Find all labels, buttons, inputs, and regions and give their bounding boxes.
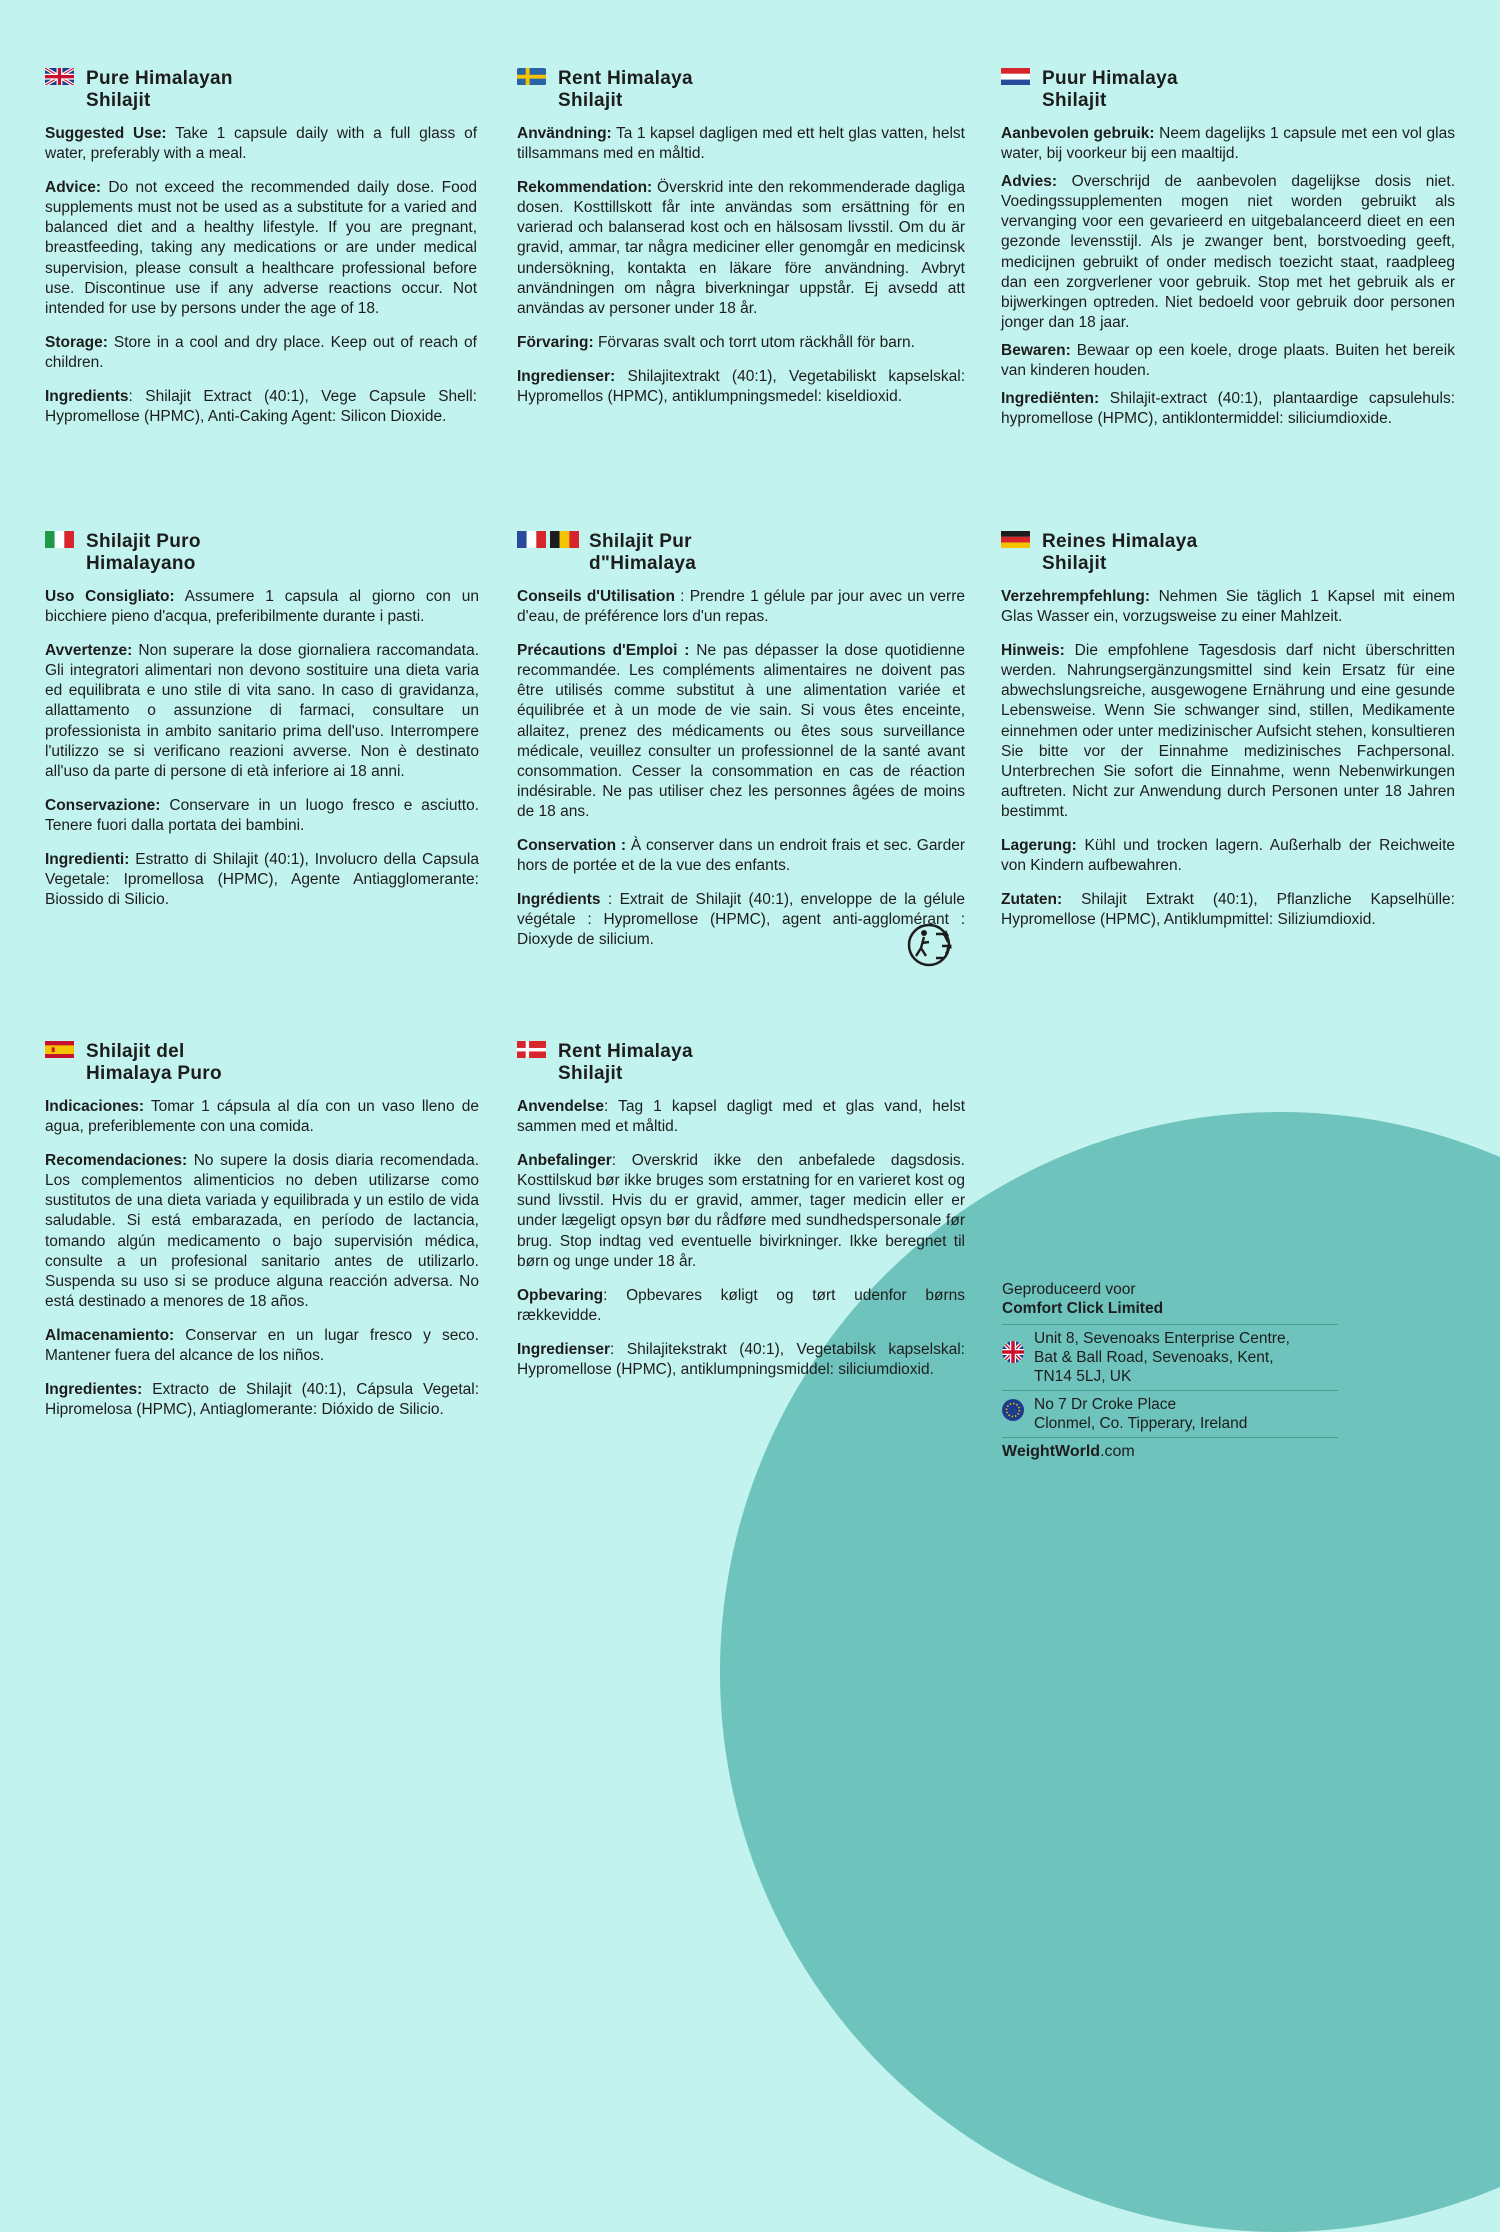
section-text: : Extrait de Shilajit (40:1), enveloppe de la gélule végétale : Hypromellose (HPMC), agent anti-agglomérant : Dioxyde de silicium.: [517, 891, 965, 949]
info-section: [45, 850, 479, 910]
section-label: Användning:: [517, 125, 612, 142]
info-section: [1001, 836, 1455, 876]
section-text: : Shilajit Extract (40:1), Vege Capsule Shell: Hypromellose (HPMC), Anti-Caking Agent: Silicon Dioxide.: [45, 388, 477, 426]
company-name: Comfort Click Limited: [1002, 1300, 1164, 1317]
section-label: Conservazione:: [45, 796, 161, 814]
section-label: Ingredienser:: [517, 367, 616, 385]
belgium-flag-icon: [550, 531, 579, 549]
info-section: [1001, 341, 1455, 381]
section-text: Store in a cool and dry place. Keep out of reach of children.: [45, 333, 477, 371]
section-text: Shilajitextrakt (40:1), Vegetabiliskt kapselskal: Hypromellos (HPMC), antiklumpningsmedel: kiseldioxid.: [517, 367, 965, 406]
section-label: Ingredients: [45, 388, 129, 406]
info-section: [517, 1097, 965, 1137]
section-text: Estratto di Shilajit (40:1), Involucro della Capsula Vegetale: Ipromellosa (HPMC), Agente Antiagglomerante: Biossido di Silicio.: [45, 851, 479, 909]
panel-title: Shilajit Puro Himalayano: [86, 531, 201, 574]
section-text: Kühl und trocken lagern. Außerhalb der Reichweite von Kindern aufbewahren.: [1001, 837, 1455, 875]
section-text: No supere la dosis diaria recomendada. Los complementos alimenticios no deben utilizarse como sustitutos de una dieta variada y equilibrada y un estilo de vida saludable. Si está embarazada, en período de lactancia, tomando algún medicamento o bajo supervisión médica, consulte a un profesional sanitario antes de utilizarlo. Suspenda su uso si se produce alguna reacción adversa. No está destinado a menores de 18 años.: [45, 1152, 479, 1310]
section-label: Précautions d'Emploi :: [517, 642, 690, 660]
info-section: [517, 1286, 965, 1326]
info-section: [517, 890, 965, 950]
info-section: [517, 367, 965, 407]
section-label: Zutaten:: [1001, 891, 1063, 909]
section-label: Ingrediënten:: [1001, 390, 1100, 408]
address-line: TN14 5LJ, UK: [1034, 1368, 1132, 1385]
panel-header: [1001, 531, 1455, 575]
language-panel: [45, 531, 479, 924]
produced-for-label: Geproduceerd voor: [1002, 1281, 1136, 1298]
address-line: No 7 Dr Croke Place: [1034, 1396, 1177, 1413]
section-label: Conseils d'Utilisation: [517, 588, 675, 605]
section-text: : Opbevares køligt og tørt udenfor børns rækkevidde.: [517, 1286, 965, 1324]
section-text: Tomar 1 cápsula al día con un vaso lleno de agua, preferiblemente con una comida.: [45, 1098, 479, 1136]
germany-flag-icon: [1001, 531, 1030, 549]
section-label: Lagerung:: [1001, 837, 1077, 855]
section-text: Assumere 1 capsula al giorno con un bicchiere pieno d'acqua, preferibilmente durante i pasti.: [45, 588, 479, 626]
section-label: Ingrédients: [517, 891, 601, 909]
section-text: : Overskrid ikke den anbefalede dagsdosis. Kosttilskud bør ikke bruges som erstatning for en varieret kost og sund livsstil. Hvis du er gravid, ammer, tager medicin eller er under lægeligt opsyn bør du rådføre med sundhedspersonale før brug. Stop indtag ved eventuelle bivirkninger. Ikke beregnet til børn og unge under 18 år.: [517, 1152, 965, 1270]
section-text: Do not exceed the recommended daily dose. Food supplements must not be used as a substitute for a varied and balanced diet and a healthy lifestyle. If you are pregnant, breastfeeding, taking any medications or are under medical supervision, please consult a healthcare professional before use. Discontinue use if any adverse reactions occur. Not intended for use by persons under the age of 18.: [45, 179, 477, 317]
section-text: À conserver dans un endroit frais et sec. Garder hors de portée et de la vue des enfants.: [517, 837, 966, 875]
panel-title: Shilajit Pur d"Himalaya: [589, 531, 697, 574]
section-text: Shilajit-extract (40:1), plantaardige capsulehuls: hypromellose (HPMC), antiklontermiddel: siliciumdioxide.: [1001, 390, 1455, 428]
sweden-flag-icon: [517, 68, 546, 86]
panel-title: Rent Himalaya Shilajit: [558, 68, 693, 111]
section-label: Advice:: [45, 179, 101, 197]
info-section: [1001, 124, 1455, 164]
info-section: [45, 587, 479, 627]
language-panel: [517, 68, 965, 421]
section-text: Ne pas dépasser la dose quotidienne recommandée. Les compléments alimentaires ne doivent pas être utilisés comme substitut à une alimentation variée et équilibrée et à un mode de vie sain. Si vous êtes enceinte, allaitez, prenez des médicaments ou êtes sous surveillance médicale, veuillez consulter un professionnel de la santé avant consommation. Cesser la consommation en cas de réaction indésirable. Ne pas utiliser chez les personnes âgées de moins de 18 ans.: [517, 642, 965, 820]
panel-title: Reines Himalaya Shilajit: [1042, 531, 1198, 574]
section-label: Ingredienser: [517, 1340, 611, 1358]
info-section: [1001, 389, 1455, 429]
info-section: [45, 387, 477, 427]
italy-flag-icon: [45, 531, 74, 549]
section-text: Nehmen Sie täglich 1 Kapsel mit einem Glas Wasser ein, vorzugsweise zu einer Mahlzeit.: [1001, 588, 1455, 626]
section-text: Extracto de Shilajit (40:1), Cápsula Vegetal: Hipromelosa (HPMC), Antiaglomerante: Dióxido de Silicio.: [45, 1381, 479, 1419]
section-label: Hinweis:: [1001, 642, 1065, 660]
info-section: [1001, 890, 1455, 930]
info-section: [517, 1340, 965, 1380]
language-panel: [517, 1041, 965, 1394]
section-label: Opbevaring: [517, 1286, 604, 1304]
section-label: Suggested Use:: [45, 125, 167, 142]
section-text: Conservare in un luogo fresco e asciutto. Tenere fuori dalla portata dei bambini.: [45, 796, 479, 834]
section-label: Conservation :: [517, 837, 627, 855]
eu-address: [1002, 1390, 1338, 1437]
panel-header: [45, 531, 479, 575]
info-section: [1001, 172, 1455, 333]
info-section: [517, 124, 965, 164]
language-panel: [517, 531, 965, 965]
info-section: [517, 1151, 965, 1272]
section-text: Overschrijd de aanbevolen dagelijkse dosis niet. Voedingssupplementen mogen niet worden gebruikt als vervanging voor een gevarieerd en uitgebalanceerd dieet en een gezonde levensstijl. Als je zwanger bent, borstvoeding geeft, medicijnen gebruikt of onder medisch toezicht staat, raadpleeg dan een zorgverlener voor gebruik. Stop met het gebruik als er bijwerkingen optreden. Niet bedoeld voor gebruik door personen jonger dan 18 jaar.: [1001, 173, 1455, 331]
info-section: [45, 333, 477, 373]
panel-title: Pure Himalayan Shilajit: [86, 68, 233, 111]
info-section: [517, 178, 965, 319]
france-flag-icon: [517, 531, 546, 549]
section-label: Advies:: [1001, 173, 1057, 191]
language-panel: [45, 68, 477, 441]
website[interactable]: [1002, 1437, 1338, 1461]
section-text: Överskrid inte den rekommenderade dagliga dosen. Kosttillskott får inte användas som ersättning för en varierad och balanserad kost och en hälsosam livsstil. Om du är gravid, ammar, tar några mediciner eller genomgår en medicinsk undersökning, kontakta en läkare före användning. Avbryt användningen om några biverkningar uppstår. Ej avsedd att användas av personer under 18 år.: [517, 179, 965, 317]
info-section: [45, 1097, 479, 1137]
address-line: Clonmel, Co. Tipperary, Ireland: [1034, 1415, 1248, 1432]
denmark-flag-icon: [517, 1041, 546, 1059]
section-text: Die empfohlene Tagesdosis darf nicht überschritten werden. Nahrungsergänzungsmittel sind kein Ersatz für eine abwechslungsreiche, ausgewogene Ernährung und eine gesunde Lebensweise. Wenn Sie schwanger sind, stillen, Medikamente einnehmen oder unter medizinischer Aufsicht stehen, konsultieren Sie bitte vor der Einnahme medizinisches Fachpersonal. Unterbrechen Sie sofort die Einnahme, wenn Nebenwirkungen auftreten. Nicht zur Anwendung durch Personen unter 18 Jahren bestimmt.: [1001, 642, 1455, 820]
address-line: Unit 8, Sevenoaks Enterprise Centre,: [1034, 1330, 1290, 1347]
info-section: [45, 178, 477, 319]
info-section: [517, 641, 965, 822]
panel-header: [517, 531, 965, 575]
info-section: [45, 641, 479, 782]
section-text: : Tag 1 kapsel dagligt med et glas vand, helst sammen med et måltid.: [517, 1098, 965, 1136]
uk-circle-flag-icon: [1002, 1341, 1024, 1363]
section-label: Uso Consigliato:: [45, 588, 175, 605]
section-text: Neem dagelijks 1 capsule met een vol glas water, bij voorkeur bij een maaltijd.: [1001, 125, 1455, 163]
section-text: Take 1 capsule daily with a full glass of water, preferably with a meal.: [45, 125, 477, 163]
panel-title: Shilajit del Himalaya Puro: [86, 1041, 222, 1084]
section-text: Ta 1 kapsel dagligen med ett helt glas vatten, helst tillsammans med en måltid.: [517, 125, 965, 163]
panel-title: Rent Himalaya Shilajit: [558, 1041, 693, 1084]
section-text: : Shilajitekstrakt (40:1), Vegetabilsk kapselskal: Hypromellose (HPMC), antiklumpningsmiddel: siliciumdioxid.: [517, 1340, 965, 1379]
section-text: Shilajit Extrakt (40:1), Pflanzliche Kapselhülle: Hypromellose (HPMC), Antiklumpmittel: Siliziumdioxid.: [1001, 891, 1455, 929]
section-text: Förvaras svalt och torrt utom räckhåll för barn.: [593, 333, 915, 351]
panel-header: [517, 1041, 965, 1085]
section-label: Rekommendation:: [517, 179, 653, 197]
section-label: Aanbevolen gebruik:: [1001, 125, 1155, 142]
section-label: Storage:: [45, 333, 108, 351]
website-bold: WeightWorld: [1002, 1443, 1101, 1460]
info-section: [1001, 587, 1455, 627]
section-text: Non superare la dose giornaliera raccomandata. Gli integratori alimentari non devono sostituire una dieta varia ed equilibrata e uno stile di vita sano. In caso di gravidanza, allattamento o assunzione di farmaci, consultare un professionista in ambito sanitario prima dell'uso. Interrompere l'utilizzo se si verificano reazioni avverse. Non è destinato all'uso da parte di persone di età inferiore ai 18 anni.: [45, 642, 479, 780]
panel-header: [1001, 68, 1455, 112]
netherlands-flag-icon: [1001, 68, 1030, 86]
section-label: Avvertenze:: [45, 642, 133, 660]
info-section: [1001, 641, 1455, 822]
recycle-triman-icon: [906, 922, 956, 968]
panel-header: [45, 1041, 479, 1085]
section-label: Almacenamiento:: [45, 1326, 175, 1344]
info-section: [517, 836, 965, 876]
info-section: [45, 1326, 479, 1366]
info-section: [45, 796, 479, 836]
section-label: Verzehrempfehlung:: [1001, 588, 1150, 605]
section-label: Recomendaciones:: [45, 1152, 188, 1170]
section-label: Ingredienti:: [45, 851, 130, 869]
language-panel: [45, 1041, 479, 1434]
panel-header: [45, 68, 477, 112]
info-section: [45, 1151, 479, 1312]
eu-circle-flag-icon: [1002, 1399, 1024, 1421]
language-panel: [1001, 531, 1455, 944]
info-section: [45, 124, 477, 164]
section-label: Bewaren:: [1001, 341, 1071, 359]
address-line: Bat & Ball Road, Sevenoaks, Kent,: [1034, 1349, 1274, 1366]
section-label: Anbefalinger: [517, 1152, 612, 1170]
panel-title: Puur Himalaya Shilajit: [1042, 68, 1178, 111]
section-label: Indicaciones:: [45, 1098, 145, 1115]
panel-header: [517, 68, 965, 112]
manufacturer-info: [1002, 1280, 1338, 1461]
uk-flag-icon: [45, 68, 74, 86]
uk-address: [1002, 1324, 1338, 1390]
section-text: Conservar en un lugar fresco y seco. Mantener fuera del alcance de los niños.: [45, 1326, 479, 1365]
info-section: [517, 333, 965, 353]
info-section: [45, 1380, 479, 1420]
spain-flag-icon: [45, 1041, 74, 1059]
info-section: [517, 587, 965, 627]
section-label: Ingredientes:: [45, 1381, 143, 1399]
section-label: Anvendelse: [517, 1098, 605, 1115]
section-text: : Prendre 1 gélule par jour avec un verre d'eau, de préférence lors d'un repas.: [517, 588, 966, 626]
section-label: Förvaring:: [517, 333, 594, 351]
section-text: Bewaar op een koele, droge plaats. Buiten het bereik van kinderen houden.: [1001, 341, 1455, 380]
language-panel: [1001, 68, 1455, 437]
website-rest: .com: [1100, 1443, 1135, 1460]
